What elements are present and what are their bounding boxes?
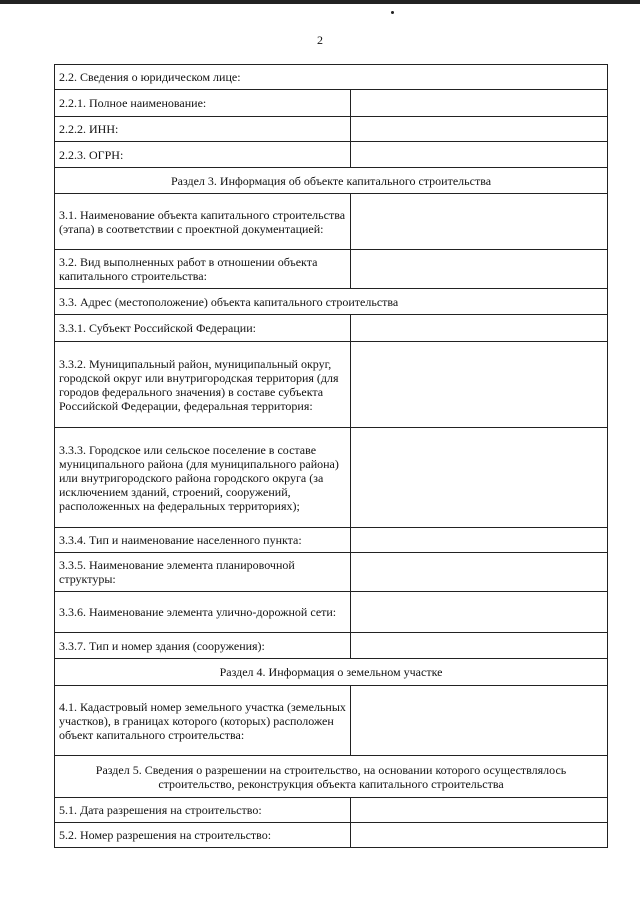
field-value-cell (351, 633, 608, 659)
field-value-cell (351, 342, 608, 428)
section-heading: Раздел 3. Информация об объекте капитального строительства (55, 168, 608, 194)
form-row (55, 315, 608, 342)
scan-top-edge (0, 0, 640, 4)
field-value-cell (351, 798, 608, 823)
field-value-cell (351, 553, 608, 592)
form-row (55, 686, 608, 756)
field-value-cell (351, 428, 608, 528)
field-label: 3.1. Наименование объекта капитального строительства (этапа) в соответствии с проектной документацией: (55, 194, 351, 250)
page-number: 2 (317, 33, 323, 47)
field-label: 3.3.7. Тип и номер здания (сооружения): (55, 633, 351, 659)
field-value-cell (351, 117, 608, 142)
field-label: 5.2. Номер разрешения на строительство: (55, 823, 351, 848)
field-label: 2.2.1. Полное наименование: (55, 90, 351, 117)
form-row (55, 798, 608, 823)
field-label: 5.1. Дата разрешения на строительство: (55, 798, 351, 823)
field-label: 3.3.4. Тип и наименование населенного пункта: (55, 528, 351, 553)
field-value-cell (351, 90, 608, 117)
form-row (55, 142, 608, 168)
form-row (55, 117, 608, 142)
form-row (55, 90, 608, 117)
form-row (55, 168, 608, 194)
section-heading: Раздел 4. Информация о земельном участке (55, 659, 608, 686)
section-heading: Раздел 5. Сведения о разрешении на строительство, на основании которого осуществлялось строительство, реконструкция объекта капитального строительства (55, 756, 608, 798)
scan-speck (391, 11, 394, 14)
application-form-table (54, 64, 608, 848)
form-row (55, 633, 608, 659)
form-row (55, 250, 608, 289)
form-row (55, 823, 608, 848)
form-row (55, 528, 608, 553)
field-value-cell (351, 142, 608, 168)
field-label: 3.3.1. Субъект Российской Федерации: (55, 315, 351, 342)
field-label: 3.3.5. Наименование элемента планировочной структуры: (55, 553, 351, 592)
group-heading: 3.3. Адрес (местоположение) объекта капитального строительства (55, 289, 608, 315)
form-row (55, 65, 608, 90)
form-row (55, 289, 608, 315)
field-label: 2.2.2. ИНН: (55, 117, 351, 142)
field-label: 3.3.3. Городское или сельское поселение в составе муниципального района (для муниципального района) или внутригородского района городского округа (за исключением зданий, строений, сооружений, расположенных на федеральных территориях); (55, 428, 351, 528)
form-row (55, 756, 608, 798)
field-value-cell (351, 528, 608, 553)
field-label: 3.3.2. Муниципальный район, муниципальный округ, городской округ или внутригородская территория (для городов федерального значения) в составе субъекта Российской Федерации, федеральная территория: (55, 342, 351, 428)
field-value-cell (351, 592, 608, 633)
field-label: 3.2. Вид выполненных работ в отношении объекта капитального строительства: (55, 250, 351, 289)
form-row (55, 659, 608, 686)
form-row (55, 553, 608, 592)
form-row (55, 428, 608, 528)
field-value-cell (351, 194, 608, 250)
field-value-cell (351, 315, 608, 342)
field-label: 2.2.3. ОГРН: (55, 142, 351, 168)
field-value-cell (351, 686, 608, 756)
field-value-cell (351, 823, 608, 848)
form-row (55, 592, 608, 633)
group-heading: 2.2. Сведения о юридическом лице: (55, 65, 608, 90)
field-label: 3.3.6. Наименование элемента улично-дорожной сети: (55, 592, 351, 633)
field-value-cell (351, 250, 608, 289)
form-row (55, 342, 608, 428)
field-label: 4.1. Кадастровый номер земельного участка (земельных участков), в границах которого (которых) расположен объект капитального строительства: (55, 686, 351, 756)
form-row (55, 194, 608, 250)
